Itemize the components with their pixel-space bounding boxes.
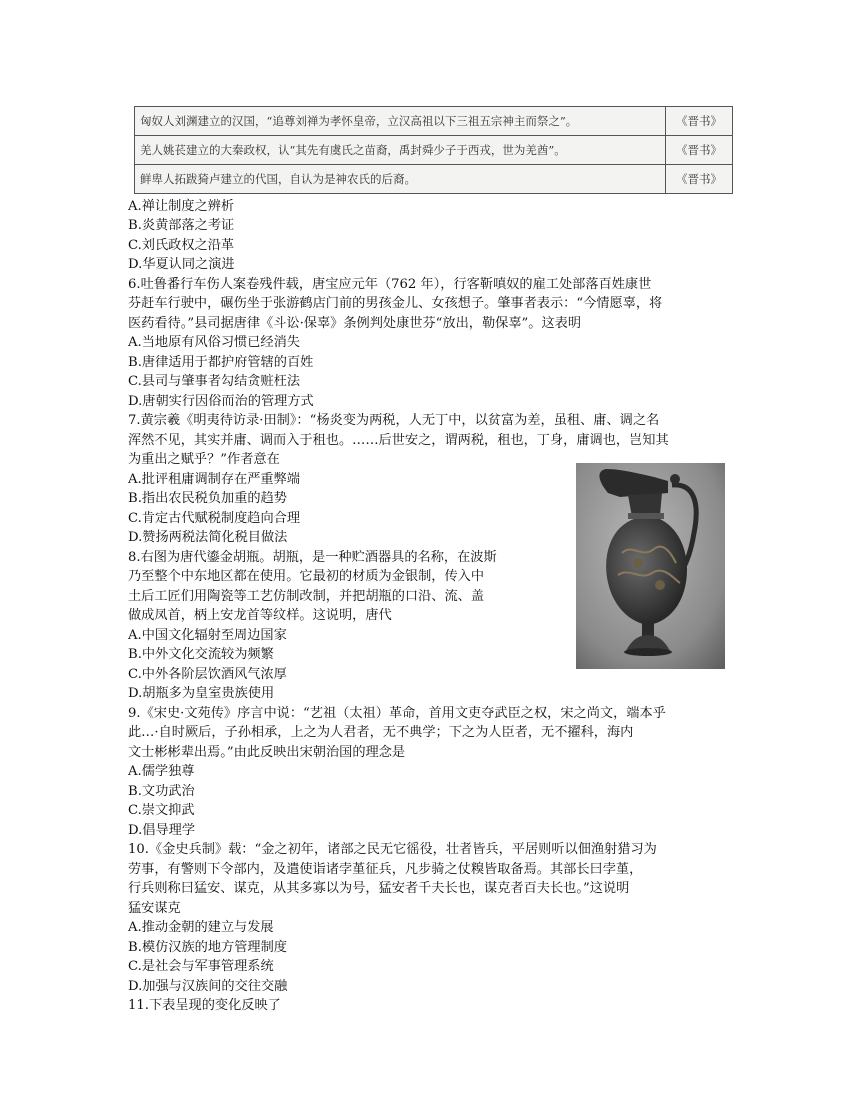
q8-option-d: D.胡瓶多为皇室贵族使用 bbox=[128, 686, 275, 701]
q7-stem-line: 为重出之赋乎？”作者意在 bbox=[128, 452, 280, 467]
table-row bbox=[135, 136, 733, 165]
ewer-illustration bbox=[576, 463, 725, 669]
q6-option-b: B.唐律适用于都护府管辖的百姓 bbox=[128, 355, 314, 370]
table-cell-source: 《晋书》 bbox=[666, 165, 733, 194]
q7-option-a: A.批评租庸调制存在严重弊端 bbox=[128, 472, 300, 487]
q5-option-a: A.禅让制度之辨析 bbox=[128, 199, 235, 214]
gilt-ewer-photo bbox=[576, 463, 725, 669]
q6-option-c: C.县司与肇事者勾结贪赃枉法 bbox=[128, 374, 301, 389]
q10-stem-line: 猛安谋克 bbox=[128, 901, 181, 916]
q6-option-d: D.唐朝实行因俗而治的管理方式 bbox=[128, 394, 314, 409]
q8-stem-line: 8.右图为唐代鎏金胡瓶。胡瓶，是一种贮酒器具的名称，在波斯 bbox=[128, 550, 497, 565]
q6-stem-line: 6.吐鲁番行车伤人案卷残件载，唐宝应元年（762 年），行客靳嗔奴的雇工处部落百姓康世 bbox=[128, 277, 652, 292]
table-row bbox=[135, 107, 733, 136]
table-cell-text: 匈奴人刘渊建立的汉国，“追尊刘禅为孝怀皇帝，立汉高祖以下三祖五宗神主而祭之”。 bbox=[135, 107, 666, 136]
q10-stem-line: 10.《金史兵制》载：“金之初年，诸部之民无它徭役，壮者皆兵，平居则听以佃渔射猎习为 bbox=[128, 842, 657, 857]
q7-option-b: B.指出农民税负加重的趋势 bbox=[128, 491, 287, 506]
table-row bbox=[135, 165, 733, 194]
q9-option-a: A.儒学独尊 bbox=[128, 764, 195, 779]
table-cell-text: 鲜卑人拓跋猗卢建立的代国，自认为是神农氏的后裔。 bbox=[135, 165, 666, 194]
table-cell-text: 羌人姚苌建立的大秦政权，认“其先有虞氏之苗裔，禹封舜少子于西戎，世为羌酋”。 bbox=[135, 136, 666, 165]
q9-stem-line: 9.《宋史·文苑传》序言中说：“艺祖（太祖）革命，首用文吏夺武臣之权，宋之尚文，端本乎 bbox=[128, 706, 666, 721]
q6-option-a: A.当地原有风俗习惯已经消失 bbox=[128, 335, 300, 350]
q9-option-b: B.文功武治 bbox=[128, 784, 195, 799]
q8-option-a: A.中国文化辐射至周边国家 bbox=[128, 628, 287, 643]
q7-stem-line: 7.黄宗羲《明夷待访录·田制》：“杨炎变为两税，人无丁中，以贫富为差，虽租、庸、调之名 bbox=[128, 413, 660, 428]
table-cell-source: 《晋书》 bbox=[666, 136, 733, 165]
q10-option-c: C.是社会与军事管理系统 bbox=[128, 959, 274, 974]
table-cell-source: 《晋书》 bbox=[666, 107, 733, 136]
q10-option-a: A.推动金朝的建立与发展 bbox=[128, 920, 274, 935]
q8-option-b: B.中外文化交流较为频繁 bbox=[128, 647, 274, 662]
q7-option-c: C.肯定古代赋税制度趋向合理 bbox=[128, 511, 301, 526]
q9-option-d: D.倡导理学 bbox=[128, 823, 196, 838]
q10-stem-line: 劳事，有警则下令部内，及遣使诣诸孛堇征兵，凡步骑之仗糗皆取备焉。其部长曰孛堇， bbox=[128, 862, 643, 877]
q9-stem-line: 此…·自时厥后，子孙相承，上之为人君者，无不典学；下之为人臣者，无不擢科，海内 bbox=[128, 725, 634, 740]
q5-option-c: C.刘氏政权之沿革 bbox=[128, 238, 235, 253]
q6-stem-line: 芬赶车行驶中，碾伤坐于张游鹤店门前的男孩金儿、女孩想子。肇事者表示：“今情愿辜，将 bbox=[128, 296, 663, 311]
q8-stem-line: 乃至整个中东地区都在使用。它最初的材质为金银制，传入中 bbox=[128, 569, 485, 584]
q7-stem-line: 浑然不见，其实并庸、调而入于租也。……后世安之，谓两税，租也，丁身，庸调也，岂知其 bbox=[128, 433, 669, 448]
q8-option-c: C.中外各阶层饮酒风气浓厚 bbox=[128, 667, 287, 682]
q6-stem-line: 医药看待。”县司据唐律《斗讼·保辜》条例判处康世芬“放出，勒保辜”。这表明 bbox=[128, 316, 582, 331]
q9-option-c: C.崇文抑武 bbox=[128, 803, 195, 818]
q5-option-d: D.华夏认同之演进 bbox=[128, 257, 235, 272]
source-table bbox=[134, 106, 733, 194]
q11-stem-line: 11.下表呈现的变化反映了 bbox=[128, 998, 281, 1013]
q10-option-d: D.加强与汉族间的交往交融 bbox=[128, 979, 288, 994]
q10-option-b: B.模仿汉族的地方管理制度 bbox=[128, 940, 287, 955]
q7-option-d: D.赞扬两税法简化税目做法 bbox=[128, 530, 288, 545]
q8-stem-line: 做成凤首，柄上安龙首等纹样。这说明，唐代 bbox=[128, 608, 392, 623]
q8-stem-line: 土后工匠们用陶瓷等工艺仿制改制，并把胡瓶的口沿、流、盖 bbox=[128, 589, 485, 604]
q9-stem-line: 文士彬彬辈出焉。”由此反映出宋朝治国的理念是 bbox=[128, 745, 406, 760]
q5-option-b: B.炎黄部落之考证 bbox=[128, 218, 235, 233]
q10-stem-line: 行兵则称曰猛安、谋克，从其多寡以为号，猛安者千夫长也，谋克者百夫长也。”这说明 bbox=[128, 881, 630, 896]
